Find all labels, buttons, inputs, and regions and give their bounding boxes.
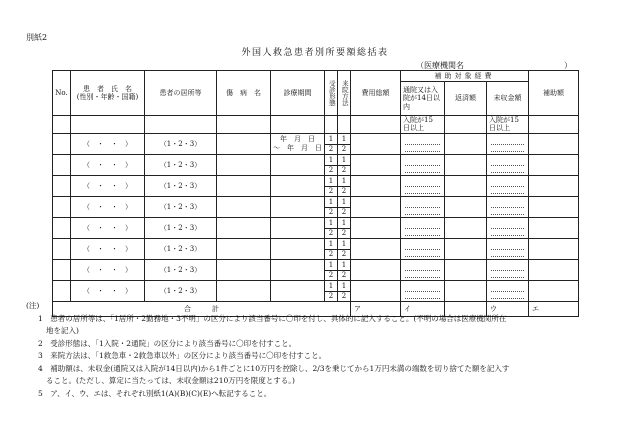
row-arrival[interactable] [338, 280, 351, 301]
row-form[interactable] [325, 196, 338, 217]
row-period-end: ～ 年 月 日 [273, 143, 322, 152]
row-name[interactable]: （ ・ ・ ） [71, 217, 145, 238]
row-within14-line1 [405, 157, 440, 166]
row-uncollected-line1 [491, 199, 524, 208]
row-uncollected-line1 [491, 157, 524, 166]
header-repaid: 返済額 [445, 82, 487, 116]
institution-close: ） [564, 61, 572, 70]
row-total-cost[interactable] [351, 217, 401, 238]
row-arrival[interactable] [338, 238, 351, 259]
over15-prefix-b: 入院が15 [489, 116, 519, 124]
note-5: 5 ア、イ、ウ、エは、それぞれ別紙1(A)(B)(C)(E)へ転記すること。 [38, 388, 272, 398]
row-arrival-1: 1 [338, 155, 350, 166]
row-period[interactable] [271, 175, 325, 196]
row-within14-line2 [405, 250, 440, 257]
table-row [53, 259, 579, 280]
summary-table [52, 70, 579, 317]
row-arrival-2: 2 [341, 249, 347, 258]
row-uncollected[interactable] [487, 175, 529, 196]
row-no[interactable] [53, 133, 71, 154]
row-total-cost[interactable] [351, 280, 401, 301]
row-name[interactable]: （ ・ ・ ） [71, 154, 145, 175]
note-2: 2 受診形態は、「1入院・2通院」の区分により該当番号に〇印を付すこと。 [38, 338, 297, 348]
row-period[interactable] [271, 217, 325, 238]
row-disease[interactable] [217, 196, 271, 217]
row-uncollected-line1 [491, 178, 524, 187]
row-form-1: 1 [325, 281, 337, 292]
row-form[interactable] [325, 280, 338, 301]
row-disease[interactable] [217, 259, 271, 280]
row-period[interactable] [271, 133, 325, 154]
header-spacer-name [71, 116, 145, 134]
row-uncollected-line1 [491, 220, 524, 229]
row-arrival-2: 2 [341, 144, 347, 153]
table-row [53, 238, 579, 259]
header-spacer-dis [217, 116, 271, 134]
row-form-1: 1 [325, 218, 337, 229]
header-over15-a [401, 116, 445, 134]
row-repaid[interactable] [445, 133, 487, 154]
header-patient-name-sub: (性別・年齢・国籍) [76, 93, 139, 101]
row-uncollected[interactable] [487, 154, 529, 175]
row-within14-line1 [405, 283, 440, 292]
table-row [53, 133, 579, 154]
row-repaid[interactable] [445, 259, 487, 280]
row-uncollected-line1 [491, 136, 524, 145]
header-spacer-form [325, 116, 338, 134]
row-form[interactable] [325, 217, 338, 238]
row-arrival-2: 2 [341, 186, 347, 195]
row-arrival[interactable] [338, 196, 351, 217]
row-within14-line2 [405, 187, 440, 194]
row-uncollected[interactable] [487, 133, 529, 154]
row-form-2: 2 [328, 270, 334, 279]
row-name[interactable]: （ ・ ・ ） [71, 196, 145, 217]
row-disease[interactable] [217, 280, 271, 301]
row-form[interactable] [325, 154, 338, 175]
row-name[interactable]: （ ・ ・ ） [71, 175, 145, 196]
row-arrival-2: 2 [341, 291, 347, 300]
header-arrival [338, 71, 351, 116]
row-arrival-1: 1 [338, 260, 350, 271]
header-spacer-subsidy [529, 116, 579, 134]
row-arrival[interactable] [338, 217, 351, 238]
header-patient-name-main: 患 者 氏 名 [83, 84, 132, 93]
row-form-1: 1 [325, 134, 337, 145]
row-arrival-1: 1 [338, 134, 350, 145]
header-no: No. [53, 71, 71, 116]
row-within14[interactable] [401, 280, 445, 301]
header-spacer-res [145, 116, 217, 134]
row-disease[interactable] [217, 217, 271, 238]
header-spacer-period [271, 116, 325, 134]
header-treatment-form [325, 71, 338, 116]
row-no[interactable] [53, 154, 71, 175]
row-uncollected-line2 [491, 292, 524, 299]
row-disease[interactable] [217, 133, 271, 154]
row-uncollected-line1 [491, 283, 524, 292]
row-within14-line2 [405, 208, 440, 215]
row-within14-line1 [405, 241, 440, 250]
row-arrival[interactable] [338, 154, 351, 175]
header-total-cost: 費用総額 [351, 71, 401, 116]
row-total-cost[interactable] [351, 154, 401, 175]
row-subsidy[interactable] [529, 196, 579, 217]
over15-prefix-a: 入院が15 [403, 116, 433, 124]
header-period: 診療期間 [271, 71, 325, 116]
row-arrival-2: 2 [341, 165, 347, 174]
row-within14-line2 [405, 166, 440, 173]
row-subsidy[interactable] [529, 238, 579, 259]
notes-heading: (注) [26, 301, 40, 310]
table-row [53, 217, 579, 238]
row-uncollected-line2 [491, 208, 524, 215]
row-repaid[interactable] [445, 238, 487, 259]
row-uncollected-line1 [491, 262, 524, 271]
row-form-1: 1 [325, 176, 337, 187]
total-e: エ [529, 301, 579, 316]
row-within14[interactable] [401, 217, 445, 238]
total-u: ウ [487, 301, 529, 316]
row-arrival-2: 2 [341, 228, 347, 237]
notes [26, 300, 610, 400]
row-within14[interactable] [401, 175, 445, 196]
row-total-cost[interactable] [351, 133, 401, 154]
row-form-2: 2 [328, 249, 334, 258]
note-1: 1 患者の居所等は、「1居所・2勤務地・3不明」の区分により該当番号に〇印を付し、具体的に記入すること。(不明の場合は医療機関所在 [38, 313, 507, 323]
header-treatment-form-text: 受診形態 [327, 80, 336, 106]
header-subsidy-group: 補助対象経費 [401, 71, 529, 82]
row-subsidy[interactable] [529, 259, 579, 280]
row-within14[interactable] [401, 196, 445, 217]
row-uncollected[interactable] [487, 280, 529, 301]
over15-suffix-a: 日以上 [403, 124, 424, 133]
row-arrival-1: 1 [338, 281, 350, 292]
header-patient-name [71, 71, 145, 116]
row-within14-line1 [405, 199, 440, 208]
row-uncollected-line2 [491, 250, 524, 257]
row-name[interactable]: （ ・ ・ ） [71, 238, 145, 259]
row-within14-line2 [405, 271, 440, 278]
table-row [53, 196, 579, 217]
row-residence[interactable]: （1・2・3） [145, 133, 217, 154]
row-form[interactable] [325, 238, 338, 259]
row-form-2: 2 [328, 186, 334, 195]
row-no[interactable] [53, 238, 71, 259]
table-body [53, 133, 579, 301]
row-residence[interactable]: （1・2・3） [145, 238, 217, 259]
row-period[interactable] [271, 154, 325, 175]
table-row [53, 280, 579, 301]
row-within14-line1 [405, 178, 440, 187]
row-total-cost[interactable] [351, 259, 401, 280]
institution-label: （医療機関名 [416, 61, 464, 70]
header-within14 [401, 82, 445, 116]
table-row [53, 175, 579, 196]
header-spacer-cost [351, 116, 401, 134]
note-1-cont: 地を記入) [46, 326, 79, 335]
header-within14-text: 通院又は入院が14日以内 [403, 85, 440, 111]
row-period-start: 年 月 日 [280, 135, 315, 144]
row-form-1: 1 [325, 197, 337, 208]
row-total-cost[interactable] [351, 196, 401, 217]
row-period[interactable] [271, 280, 325, 301]
row-repaid[interactable] [445, 217, 487, 238]
row-uncollected[interactable] [487, 259, 529, 280]
row-residence[interactable]: （1・2・3） [145, 280, 217, 301]
note-4: 4 補助額は、未収金(通院又は入院が14日以内)から1件ごとに10万円を控除し、2/3を乗じてから1万円未満の端数を切り捨てた額を記入す [38, 363, 510, 373]
row-arrival-1: 1 [338, 176, 350, 187]
row-uncollected-line2 [491, 187, 524, 194]
row-period[interactable] [271, 196, 325, 217]
row-within14-line2 [405, 292, 440, 299]
row-uncollected[interactable] [487, 217, 529, 238]
row-form-1: 1 [325, 155, 337, 166]
page-label: 別紙2 [26, 33, 48, 42]
row-subsidy[interactable] [529, 133, 579, 154]
row-form[interactable] [325, 175, 338, 196]
table-row [53, 154, 579, 175]
row-arrival-1: 1 [338, 218, 350, 229]
row-uncollected-line2 [491, 229, 524, 236]
row-no[interactable] [53, 196, 71, 217]
row-within14[interactable] [401, 133, 445, 154]
row-total-cost[interactable] [351, 238, 401, 259]
row-subsidy[interactable] [529, 280, 579, 301]
row-arrival-1: 1 [338, 197, 350, 208]
header-over15-b [487, 116, 529, 134]
row-uncollected-line2 [491, 166, 524, 173]
row-within14[interactable] [401, 154, 445, 175]
header-uncollected: 未収金額 [487, 82, 529, 116]
row-within14-line1 [405, 136, 440, 145]
total-i: イ [401, 301, 445, 316]
header-disease: 傷 病 名 [217, 71, 271, 116]
row-period[interactable] [271, 238, 325, 259]
over15-suffix-b: 日以上 [489, 124, 510, 133]
row-arrival[interactable] [338, 133, 351, 154]
row-name[interactable]: （ ・ ・ ） [71, 280, 145, 301]
row-repaid[interactable] [445, 175, 487, 196]
row-subsidy[interactable] [529, 175, 579, 196]
row-form-1: 1 [325, 260, 337, 271]
row-name[interactable]: （ ・ ・ ） [71, 133, 145, 154]
row-form-2: 2 [328, 291, 334, 300]
row-arrival[interactable] [338, 175, 351, 196]
row-residence[interactable]: （1・2・3） [145, 196, 217, 217]
row-arrival-1: 1 [338, 239, 350, 250]
row-form[interactable] [325, 133, 338, 154]
row-period[interactable] [271, 259, 325, 280]
row-residence[interactable]: （1・2・3） [145, 217, 217, 238]
row-form-2: 2 [328, 207, 334, 216]
row-form-2: 2 [328, 165, 334, 174]
header-subsidy: 補助額 [529, 71, 579, 116]
row-uncollected-line2 [491, 145, 524, 152]
row-repaid[interactable] [445, 196, 487, 217]
row-form-2: 2 [328, 228, 334, 237]
row-arrival-2: 2 [341, 270, 347, 279]
header-spacer-arr [338, 116, 351, 134]
row-form[interactable] [325, 259, 338, 280]
row-subsidy[interactable] [529, 217, 579, 238]
row-repaid[interactable] [445, 154, 487, 175]
header-spacer-repaid [445, 116, 487, 134]
row-disease[interactable] [217, 238, 271, 259]
row-form-2: 2 [328, 144, 334, 153]
row-no[interactable] [53, 280, 71, 301]
row-within14-line1 [405, 262, 440, 271]
note-3: 3 来院方法は、「1救急車・2救急車以外」の区分により該当番号に〇印を付すこと。 [38, 351, 327, 360]
header-spacer-no [53, 116, 71, 134]
row-no[interactable] [53, 175, 71, 196]
header-arrival-text: 来院方法 [340, 80, 349, 106]
row-repaid[interactable] [445, 280, 487, 301]
row-uncollected[interactable] [487, 196, 529, 217]
row-within14[interactable] [401, 259, 445, 280]
row-arrival[interactable] [338, 259, 351, 280]
row-no[interactable] [53, 217, 71, 238]
row-uncollected[interactable] [487, 238, 529, 259]
row-uncollected-line2 [491, 271, 524, 278]
row-residence[interactable]: （1・2・3） [145, 154, 217, 175]
page-title: 外国人救急患者別所要額総括表 [241, 48, 389, 58]
row-no[interactable] [53, 259, 71, 280]
row-form-1: 1 [325, 239, 337, 250]
header-residence: 患者の居所等 [145, 71, 217, 116]
row-residence[interactable]: （1・2・3） [145, 259, 217, 280]
row-uncollected-line1 [491, 241, 524, 250]
row-residence[interactable]: （1・2・3） [145, 175, 217, 196]
note-4-cont: ること。(ただし、算定に当たっては、未収金額は210万円を限度とする。) [46, 376, 295, 385]
row-subsidy[interactable] [529, 154, 579, 175]
row-disease[interactable] [217, 154, 271, 175]
total-label: 合 計 [53, 301, 351, 316]
row-within14[interactable] [401, 238, 445, 259]
row-arrival-2: 2 [341, 207, 347, 216]
row-within14-line2 [405, 145, 440, 152]
row-within14-line2 [405, 229, 440, 236]
total-a: ア [351, 301, 401, 316]
row-name[interactable]: （ ・ ・ ） [71, 259, 145, 280]
row-total-cost[interactable] [351, 175, 401, 196]
row-within14-line1 [405, 220, 440, 229]
row-disease[interactable] [217, 175, 271, 196]
